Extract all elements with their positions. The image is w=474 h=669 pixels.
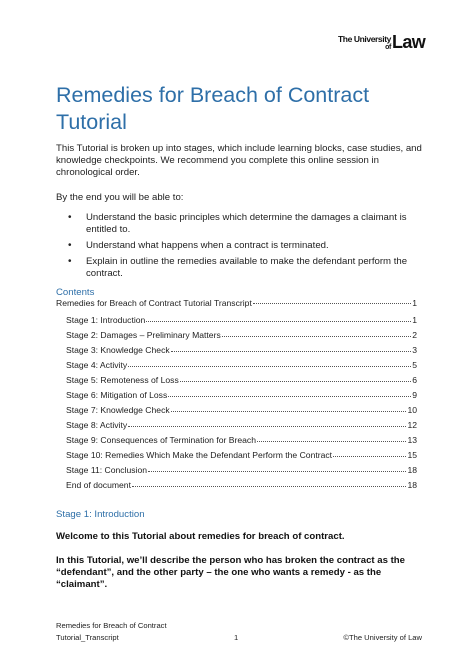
toc-leader [222,335,411,337]
toc-entry-page: 1 [412,315,417,325]
stage-1-heading: Stage 1: Introduction [56,509,145,520]
toc-entry-page: 10 [407,405,417,415]
footer-copyright: ©The University of Law [343,633,422,642]
toc-entry-stage-9[interactable] [56,433,417,448]
toc-entry-label: Stage 10: Remedies Which Make the Defendant Perform the Contract [66,450,333,460]
outcomes-lead: By the end you will be able to: [56,192,184,203]
toc-entry-label: Stage 7: Knowledge Check [66,405,170,415]
toc-entry-page: 9 [412,390,417,400]
toc-leader [128,425,406,427]
toc-entry-label: Stage 8: Activity [66,420,128,430]
toc-entry-page: 5 [412,360,417,370]
university-logo [338,34,425,51]
describe-paragraph: In this Tutorial, we’ll describe the person who has broken the contract as the “defendant”, and the other party – the one who wants a remedy - as the “claimant”. [56,555,405,590]
toc-entry-page: 1 [412,298,417,308]
toc-entry-label: End of document [66,480,131,490]
toc-entry-stage-5[interactable] [56,373,417,388]
toc-entry-page: 6 [412,375,417,385]
toc-entry-stage-6[interactable] [56,388,417,403]
toc-entry-stage-11[interactable] [56,463,417,478]
bullet-text: Understand what happens when a contract is terminated. [86,240,329,251]
toc-entry-page: 18 [407,480,417,490]
logo-of: of [385,44,391,51]
footer-doc-title: Remedies for Breach of Contract [56,621,167,630]
toc-entry-stage-10[interactable] [56,448,417,463]
toc-entry-label: Stage 3: Knowledge Check [66,345,170,355]
toc-entry-label: Stage 6: Mitigation of Loss [66,390,168,400]
toc-entry-label: Stage 9: Consequences of Termination for Breach [66,435,256,445]
toc-entry-stage-7[interactable] [56,403,417,418]
toc-entry-page: 12 [407,420,417,430]
footer-doc-subtitle: Tutorial_Transcript [56,633,119,642]
toc-entry-stage-8[interactable] [56,418,417,433]
bullet-icon: • [68,240,72,251]
toc-entry-label: Remedies for Breach of Contract Tutorial Transcript [56,298,252,308]
footer-page-number: 1 [234,633,239,642]
toc-entry-page: 2 [412,330,417,340]
toc-entry-label: Stage 1: Introduction [66,315,146,325]
footer-row [56,632,422,644]
toc-leader [128,365,411,367]
welcome-paragraph: Welcome to this Tutorial about remedies for breach of contract. [56,531,345,542]
toc-leader [257,440,406,442]
bullet-icon: • [68,256,72,267]
toc-leader [253,302,411,304]
toc-entry-label: Stage 4: Activity [66,360,128,370]
page-footer [56,620,422,644]
list-item [56,240,426,252]
toc-leader [132,485,406,487]
learning-outcomes-list [56,212,426,280]
toc-entry-page: 3 [412,345,417,355]
toc-entry-stage-1[interactable] [56,313,417,328]
toc-leader [171,410,407,412]
toc-entry-transcript[interactable] [56,297,417,309]
logo-small-text [338,35,391,51]
intro-paragraph: This Tutorial is broken up into stages, which include learning blocks, case studies, and knowledge checkpoints. We recommend you complete this online session in chronological order. [56,143,422,178]
document-title: Remedies for Breach of Contract Tutorial [56,83,370,134]
toc-leader [168,395,411,397]
toc-entry-page: 13 [407,435,417,445]
toc-entry-label: Stage 5: Remoteness of Loss [66,375,179,385]
toc-entry-end[interactable] [56,478,417,493]
toc-heading: Contents [56,287,95,298]
toc-leader [333,455,406,457]
toc-entry-label: Stage 2: Damages – Preliminary Matters [66,330,221,340]
toc-leader [146,320,411,322]
bullet-text: Explain in outline the remedies available to make the defendant perform the contract. [86,256,408,279]
toc-entry-stage-3[interactable] [56,343,417,358]
list-item [56,212,426,236]
toc-leader [180,380,411,382]
table-of-contents [56,297,417,493]
toc-entry-stage-2[interactable] [56,328,417,343]
bullet-text: Understand the basic principles which determine the damages a claimant is entitled to. [86,212,407,235]
toc-leader [148,470,406,472]
toc-entry-label: Stage 11: Conclusion [66,465,148,475]
logo-law: Law [391,32,426,52]
list-item [56,256,426,280]
bullet-icon: • [68,212,72,223]
toc-entry-page: 15 [407,450,417,460]
logo-the-university: The University [338,34,391,44]
toc-entry-stage-4[interactable] [56,358,417,373]
toc-leader [171,350,412,352]
toc-entry-page: 18 [407,465,417,475]
